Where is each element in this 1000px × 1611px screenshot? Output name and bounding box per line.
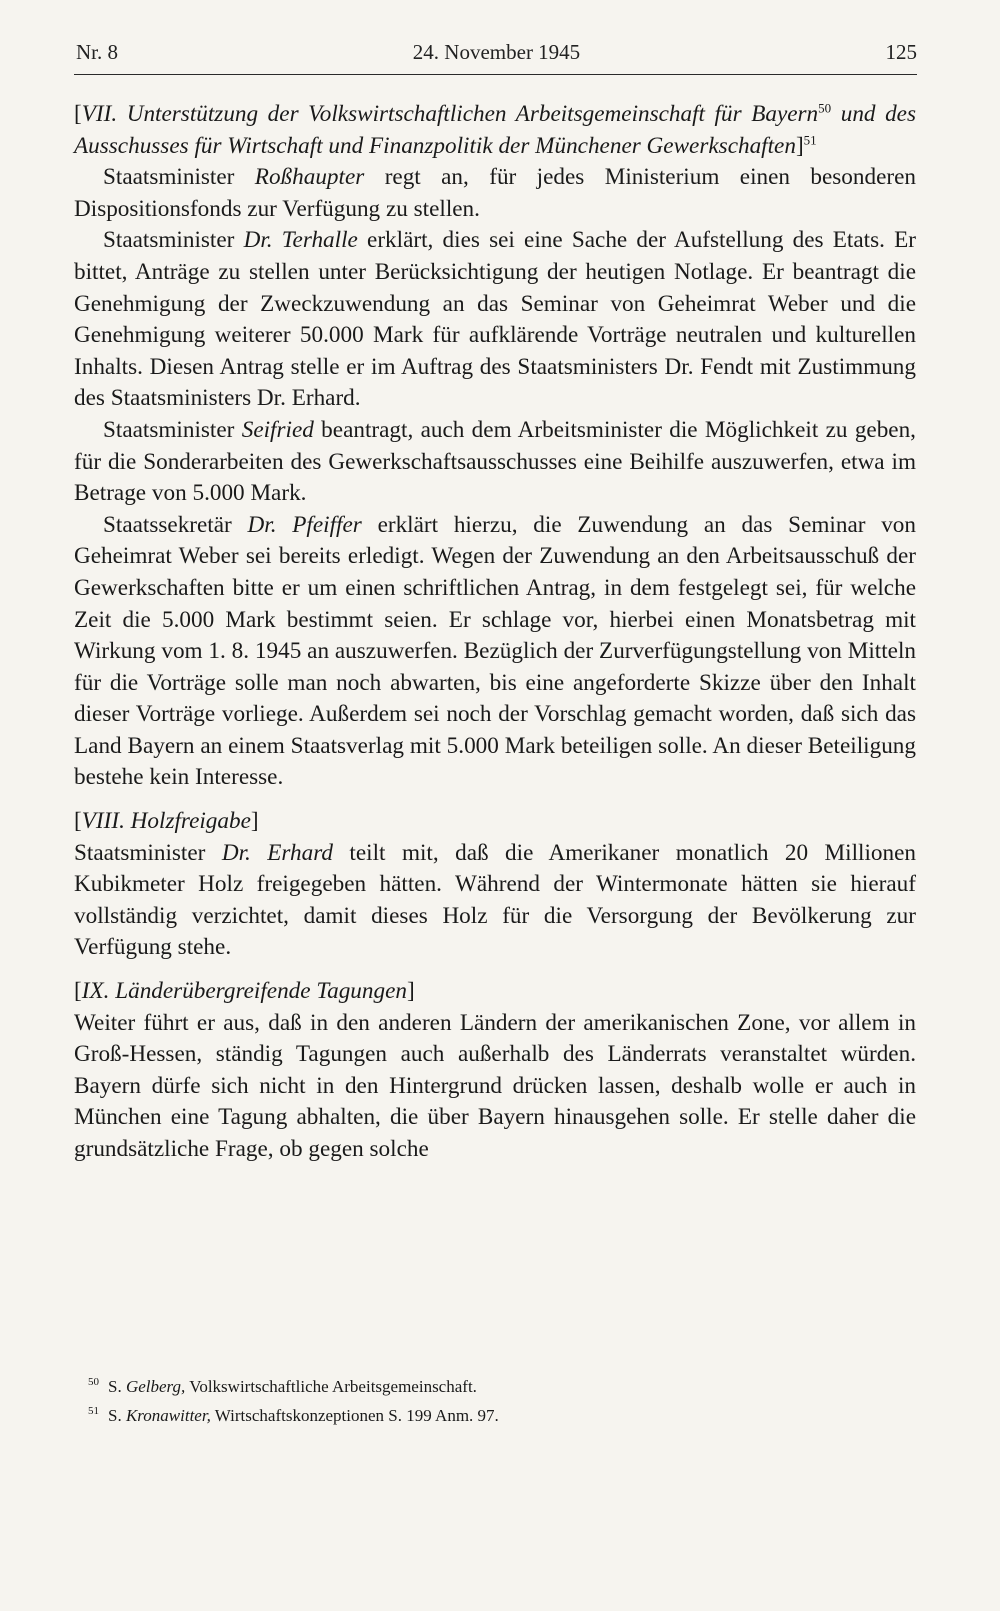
text: regt an, für jedes Ministerium einen besonderen Dispositionsfonds zur Verfügung zu stellen.: [74, 164, 916, 222]
speaker-name: Seifried: [241, 416, 314, 443]
page-number: 125: [885, 40, 917, 64]
author: Gelberg,: [125, 1377, 186, 1396]
paragraph: [74, 510, 916, 794]
heading-text-a: VII. Unterstützung der Volkswirtschaftlichen Arbeitsgemeinschaft für Bayern: [81, 101, 819, 127]
paragraph: [74, 415, 916, 510]
heading-text-b: und des Ausschusses für Wirtschaft und Finanzpolitik der Münchener Gewerkschaften: [74, 101, 916, 159]
text: Staatsminister: [74, 839, 222, 866]
text: S.: [108, 1406, 126, 1425]
bracket-open: [: [74, 101, 82, 127]
text: teilt mit, daß die Amerikaner monatlich 20 Millionen Kubikmeter Holz freigegeben hätten. Während der Wintermonate hätten sie hierauf vollständig verzichtet, damit dieses Holz für die Versorgung der Bevölkerung zur Verfügung stehe.: [74, 839, 916, 961]
bracket-close: ]: [406, 978, 415, 1005]
footnotes: [88, 1372, 908, 1430]
heading-text: VIII. Holzfreigabe: [81, 808, 251, 835]
text: Volkswirtschaftliche Arbeitsgemeinschaft.: [185, 1377, 477, 1396]
issue-number: Nr. 8: [76, 40, 118, 64]
paragraph: [74, 225, 916, 415]
heading-text: IX. Länderübergreifende Tagungen: [81, 978, 407, 1005]
text: Staatssekretär: [103, 511, 248, 538]
paragraph: [74, 162, 916, 225]
bracket-open: [: [74, 978, 82, 1005]
footnote-ref-50: 50: [818, 100, 832, 116]
text: Staatsminister: [103, 416, 242, 443]
running-header: [76, 40, 917, 70]
section-heading-ix: [74, 976, 916, 1008]
author: Kronawitter,: [125, 1406, 211, 1425]
speaker-name: Dr. Pfeiffer: [247, 511, 362, 538]
section-heading-viii: [74, 806, 916, 838]
speaker-name: Dr. Terhalle: [243, 227, 358, 254]
text: erklärt hierzu, die Zuwendung an das Seminar von Geheimrat Weber sei bereits erledigt. Wegen der Zuwendung an den Arbeitsausschuß der Gewerkschaften bitte er um einen schriftlichen Antrag, in dem festgelegt sei, für welche Zeit die 5.000 Mark bestimmt seien. Er schlage vor, hierbei einen Monatsbetrag mit Wirkung vom 1. 8. 1945 an auszuwerfen. Bezüglich der Zurverfügungstellung von Mitteln für die Vorträge solle man noch abwarten, bis eine angeforderte Skizze über den Inhalt dieser Vorträge vorliege. Außerdem sei noch der Vorschlag gemacht worden, daß sich das Land Bayern an einem Staatsverlag mit 5.000 Mark beteiligen solle. An dieser Beteiligung bestehe kein Interesse.: [74, 511, 916, 791]
bracket-close: ]: [795, 132, 804, 159]
bracket-open: [: [74, 808, 82, 835]
footnote-50: 50 S. Gelberg, Volkswirtschaftliche Arbeitsgemeinschaft.: [88, 1376, 477, 1396]
text: erklärt, dies sei eine Sache der Aufstellung des Etats. Er bittet, Anträge zu stellen unter Berücksichtigung der heutigen Notlage. Er beantragt die Genehmigung der Zweckzuwendung an das Seminar von Geheimrat Weber und die Genehmigung weiterer 50.000 Mark für aufklärende Vorträge neutralen und kulturellen Inhalts. Diesen Antrag stelle er im Auftrag des Staatsministers Dr. Fendt mit Zustimmung des Staatsministers Dr. Erhard.: [74, 227, 916, 412]
speaker-name: Dr. Erhard: [221, 839, 333, 866]
speaker-name: Roßhaupter: [254, 164, 365, 191]
text: beantragt, auch dem Arbeitsminister die Möglichkeit zu geben, für die Sonderarbeiten des Gewerkschaftsausschusses eine Beihilfe auszuwerfen, etwa im Betrage von 5.000 Mark.: [74, 416, 916, 507]
paragraph: Weiter führt er aus, daß in den anderen Ländern der amerikanischen Zone, vor allem in Groß-Hessen, ständig Tagungen auch außerhalb des Länderrats veranstaltet würden. Bayern dürfe sich nicht in den Hintergrund drücken lassen, deshalb wolle er auch in München eine Tagung abhalten, die über Bayern hinausgehen solle. Er stelle daher die grundsätzliche Frage, ob gegen solche: [74, 1009, 916, 1162]
text: Wirtschaftskonzeptionen S. 199 Anm. 97.: [210, 1406, 499, 1425]
bracket-close: ]: [250, 808, 259, 835]
text: S.: [108, 1377, 126, 1396]
text: Staatsminister: [103, 227, 244, 254]
text: Staatsminister: [103, 164, 255, 191]
header-rule: [74, 74, 917, 75]
section-heading-vii: [74, 99, 916, 162]
paragraph: [74, 838, 916, 964]
footnote-ref-51: 51: [803, 131, 817, 147]
footnote-51: 51 S. Kronawitter, Wirtschaftskonzeptionen S. 199 Anm. 97.: [88, 1405, 499, 1425]
header-date: 24. November 1945: [412, 40, 581, 64]
main-text: [74, 99, 916, 1166]
